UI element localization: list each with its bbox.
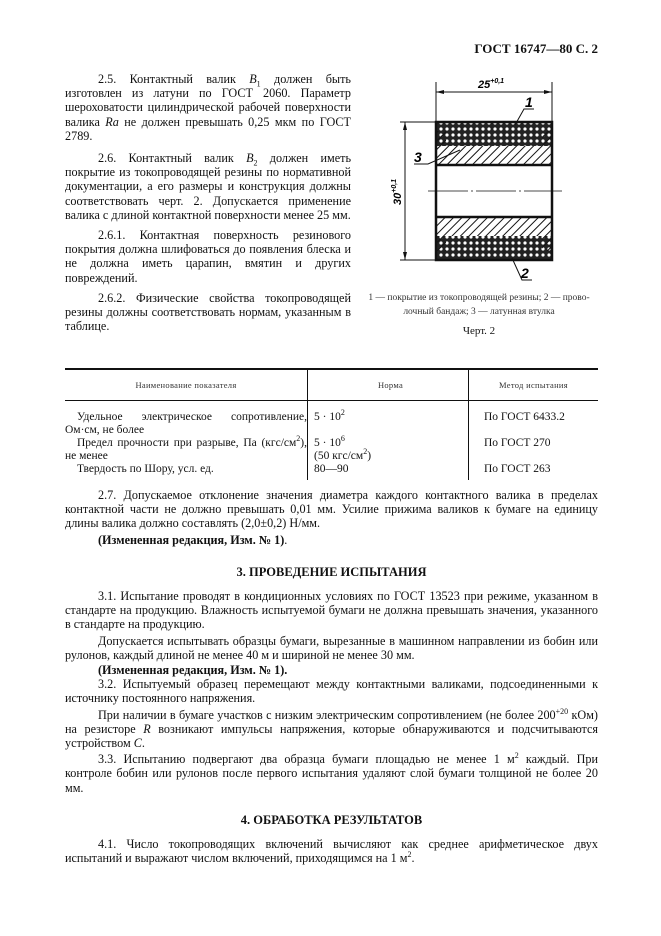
paragraph-2-6-1: 2.6.1. Контактная поверхность резинового покрытия должна шлифоваться до появления блеска и не должна иметь царапин, вмятин и других повреждений. — [65, 228, 351, 285]
rubber-coating-bottom — [436, 236, 552, 260]
amendment-note: (Измененная редакция, Изм. № 1). — [98, 532, 288, 547]
table-row: Предел прочности при разрыве, Па $(кгс/см^2)$, не менее $5 \cdot 10^6$ (50 кгс/$см^2$) По ГОСТ 270 — [65, 434, 551, 462]
left-column — [65, 72, 351, 333]
label-2: 2 — [521, 265, 529, 281]
section-4-body — [65, 837, 598, 865]
section-3-body — [65, 589, 598, 795]
table-row: Удельное электрическое сопротивление, Ом·см, не более $5 \cdot 10^2$ По ГОСТ 6433.2 — [65, 408, 565, 436]
paragraph-4-1: 4.1. Число токопроводящих включений вычисляют как среднее арифметическое двух испытаний и выражают числом включений, приходящимся на 1 $м^2$. — [65, 837, 598, 866]
paragraph-2-6: 2.6. Контактный валик $B_2$ должен иметь покрытие из токопроводящей резины по нормативной документации, а его размеры и конструкция должны соответствовать черт. 2. Допускается применение валика с длиной контактной поверхности менее 25 мм. — [65, 151, 352, 222]
legend-line-2: лочный бандаж; 3 — латунная втулка — [403, 307, 555, 317]
figure-legend — [360, 291, 598, 319]
table-header-norm: Норма — [308, 369, 469, 401]
legend-line-1: 1 — покрытие из токопроводящей резины; 2 — прово- — [368, 293, 590, 303]
top-area — [65, 72, 598, 362]
properties-table — [65, 368, 598, 480]
paragraph-3-2: 3.2. Испытуемый образец перемещают между контактными валиками, подсоединенными к источнику постоянного напряжения. — [65, 677, 598, 706]
paragraph-3-2b: При наличии в бумаге участков с низким электрическим сопротивлением (не более $200^{+20}$ кОм) на резисторе R возникают импульсы напряжения, которые обнаруживаются и подсчитываются устройством C. — [65, 706, 599, 751]
page-body — [65, 72, 598, 865]
paragraph-3-3: 3.3. Испытанию подвергают два образца бумаги площадью не менее 1 $м^2$ каждый. При контроле бобин или рулонов после первого испытания удаляют слой бумаги толщиной не более 20 мм. — [65, 751, 598, 795]
brass-bushing-top — [436, 146, 552, 165]
roller-drawing — [360, 60, 598, 285]
paragraph-2-7: 2.7. Допускаемое отклонение значения диаметра каждого контактного валика в пределах контактной части не должно превышать 0,01 мм. Усилие прижима валиков к бумаге на единицу длины валика должно составлять (2,0±0,2) Н/мм. — [65, 488, 598, 531]
table-row: Твердость по Шору, усл. ед. 80—90 По ГОСТ 263 — [65, 463, 598, 480]
table-header-name: Наименование показателя — [65, 369, 308, 401]
width-dimension-label: $25^{+0,1}$ — [478, 78, 505, 91]
section-3-heading: 3. ПРОВЕДЕНИЕ ИСПЫТАНИЯ — [236, 564, 427, 579]
paragraph-3-1: 3.1. Испытание проводят в кондиционных условиях по ГОСТ 13523 при режиме, указанном в стандарте на продукцию. Влажность испытуемой бумаги не должна превышать значения, указанного в стандарте на продукцию. — [65, 589, 598, 632]
figure-block — [360, 60, 598, 338]
label-1: 1 — [525, 94, 533, 110]
section-2-continued — [65, 488, 598, 547]
amendment-note-2: (Измененная редакция, Изм. № 1). — [98, 663, 288, 678]
paragraph-2-5: 2.5. Контактный валик $B_1$ должен быть изготовлен из латуни по ГОСТ 2060. Параметр шероховатости цилиндрической рабочей поверхности валика Ra не должен превышать 0,25 мкм по ГОСТ 2789. — [65, 72, 351, 143]
label-3: 3 — [414, 149, 422, 165]
page-header: ГОСТ 16747—80 С. 2 — [474, 41, 598, 56]
figure-caption: Черт. 2 — [462, 325, 496, 337]
table-header-method: Метод испытания — [469, 369, 599, 401]
height-dimension-label: $30^{+0,1}$ — [391, 178, 404, 205]
section-4-heading: 4. ОБРАБОТКА РЕЗУЛЬТАТОВ — [240, 812, 423, 827]
rubber-coating-top — [436, 122, 552, 146]
paragraph-3-1b: Допускается испытывать образцы бумаги, вырезанные в машинном направлении из бобин или рулонов, каждый длиной не менее 40 м и шириной не менее 30 мм. — [65, 633, 598, 662]
brass-bushing-bottom — [436, 217, 552, 236]
paragraph-2-6-2: 2.6.2. Физические свойства токопроводящей резины должны соответствовать нормам, указанным в таблице. — [65, 290, 351, 334]
